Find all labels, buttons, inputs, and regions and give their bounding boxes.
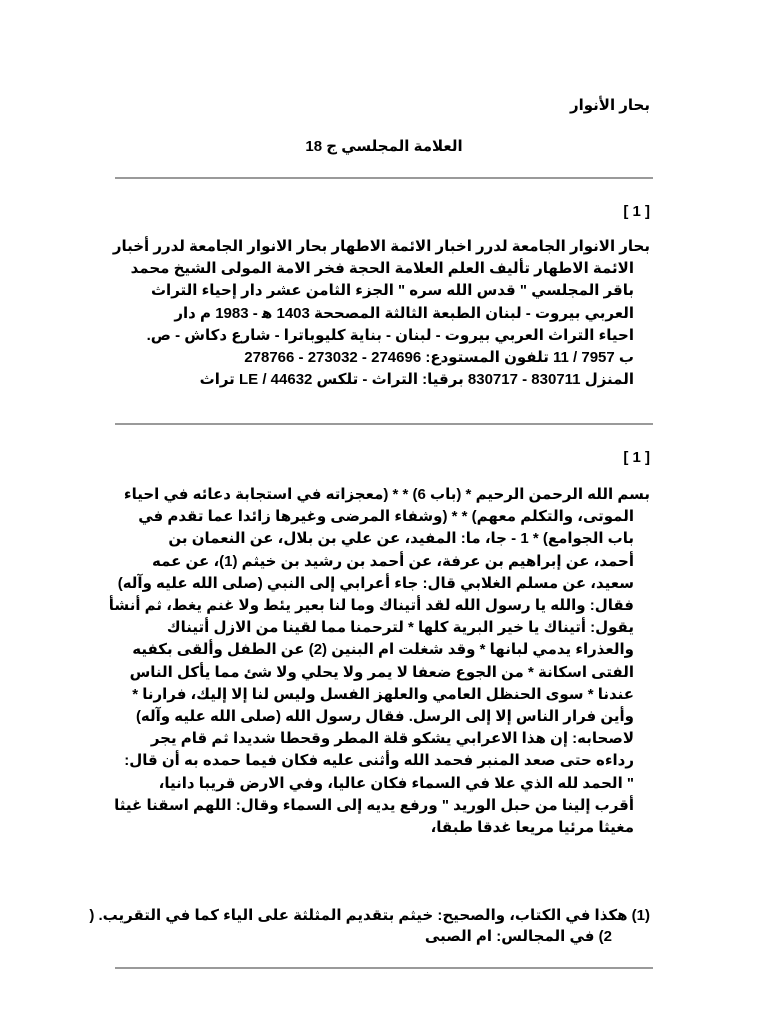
text-line: فقال: والله يا رسول الله لقد أتيناك وما لنا بعير يئط ولا غنم يغط، ثم أنشأ: [108, 597, 634, 615]
footnote-line: 2) في المجالس: ام الصبى: [424, 928, 612, 945]
text-line: والعذراء يدمي لبانها * وقد شغلت ام البنين (2) عن الطفل وألقى بكفيه: [132, 641, 634, 659]
text-line: الموتى، والتكلم معهم) * * (وشفاء المرضى وغيرها زائدا عما تقدم في: [138, 508, 634, 526]
main-text: [110, 484, 650, 839]
text-line: لاصحابه: إن هذا الاعرابي يشكو قلة المطر وقحطا شديدا ثم قام يجر: [150, 730, 634, 748]
text-line: وأين فرار الناس إلا إلى الرسل. فقال رسول الله (صلى الله عليه وآله): [135, 708, 634, 726]
text-line: رداءه حتى صعد المنبر فحمد الله وأثنى عليه فكان فيما حمده به أن قال:: [124, 752, 634, 770]
text-line: الفتى اسكانة * من الجوع ضعفا لا يمر ولا يحلي ولا شئ مما يأكل الناس: [129, 663, 634, 681]
page-marker: [ 1 ]: [623, 449, 650, 466]
page-marker: [ 1 ]: [623, 203, 650, 220]
text-line: سعيد، عن مسلم الغلابي قال: جاء أعرابي إلى النبي (صلى الله عليه وآله): [117, 574, 634, 592]
divider: [115, 967, 653, 969]
text-line: الائمة الاطهار تأليف العلم العلامة الحجة فخر الامة المولى الشيخ محمد: [130, 260, 634, 278]
text-line: باقر المجلسي " قدس الله سره " الجزء الثامن عشر دار إحياء التراث: [150, 282, 634, 300]
text-line: ب 7957 / 11 تلفون المستودع: 274696 - 273032 - 278766: [244, 349, 634, 367]
text-line: " الحمد لله الذي علا في السماء فكان عاليا، وفي الارض قريبا دانيا،: [158, 774, 634, 792]
text-line: بسم الله الرحمن الرحيم * (باب 6) * * (معجزاته في استجابة دعائه في احياء: [123, 486, 650, 503]
text-line: المنزل 830711 - 830717 برقيا: التراث - تلكس LE / 44632 تراث: [199, 371, 634, 389]
text-line: عندنا * سوى الحنظل العامي والعلهز الفسل وليس لنا إلا إليك، فرارنا *: [132, 685, 634, 703]
text-line: باب الجوامع) * 1 - جا، ما: المفيد، عن علي بن بلال، عن النعمان بن: [168, 530, 634, 548]
volume-title: العلامة المجلسي ج 18: [305, 138, 463, 155]
text-line: العربي بيروت - لبنان الطبعة الثالثة المصححة 1403 ه‍ - 1983 م دار: [174, 304, 634, 322]
divider: [115, 423, 653, 425]
text-line: احياء التراث العربي بيروت - لبنان - بناية كليوباترا - شارع دكاش - ص.: [146, 326, 634, 344]
divider: [115, 177, 653, 179]
text-line: أقرب إلينا من حبل الوريد " ورفع يديه إلى السماء وقال: اللهم اسقنا غيثا: [114, 796, 634, 814]
text-line: يقول: أتيناك يا خير البرية كلها * لترحمنا مما لقينا من الازل أتيناك: [166, 619, 634, 637]
text-line: أحمد، عن إبراهيم بن عرفة، عن أحمد بن رشيد بن خيثم (1)، عن عمه: [151, 552, 634, 570]
text-line: مغيثا مرئيا مريعا غدقا طبقا،: [430, 819, 634, 837]
publication-info: [110, 236, 650, 391]
footnotes: [89, 905, 650, 947]
book-title: بحار الأنوار: [569, 97, 650, 114]
text-line: بحار الانوار الجامعة لدرر اخبار الائمة الاطهار بحار الانوار الجامعة لدرر أخبار: [112, 238, 650, 255]
footnote-line: (1) هكذا في الكتاب، والصحيح: خيثم بتقديم المثلثة على الياء كما في التقريب. (: [89, 907, 650, 924]
